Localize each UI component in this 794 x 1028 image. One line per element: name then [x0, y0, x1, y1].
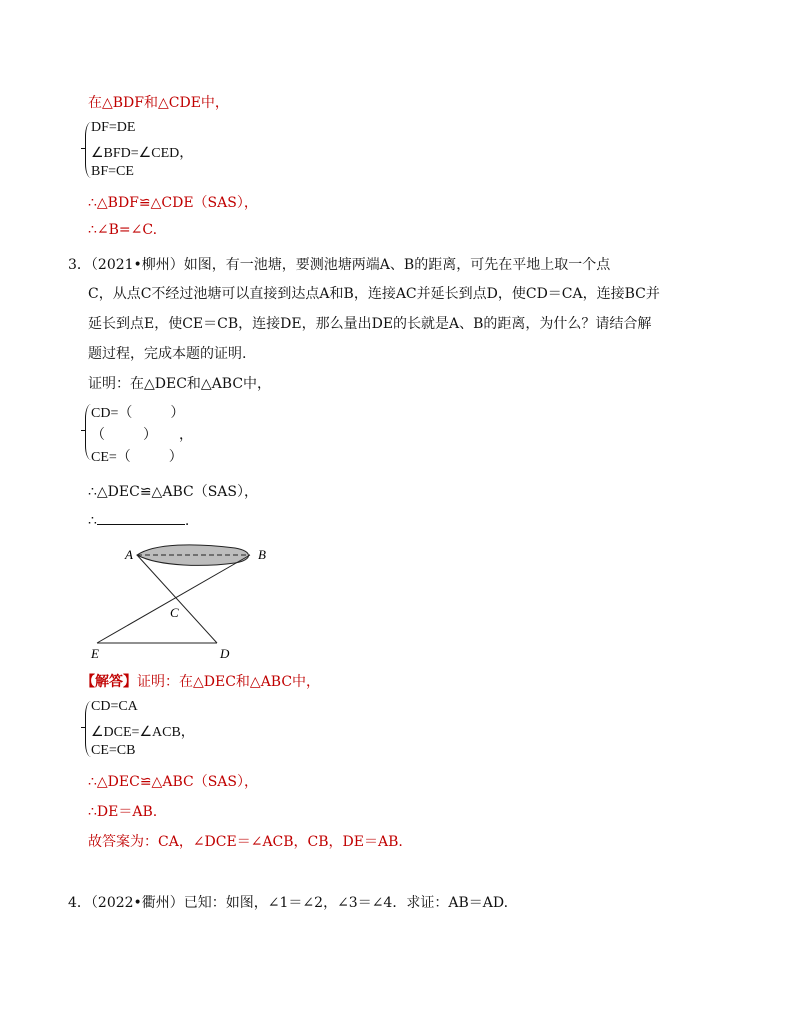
answer-conclusion-2: ∴DE＝AB.: [88, 804, 158, 820]
blank-row-label: CE=（: [91, 450, 131, 465]
problem3-proof-intro: 证明：在△DEC和△ABC中，: [88, 376, 272, 392]
system-row: ∠BFD=∠CED，: [91, 146, 194, 161]
pond-figure-svg: [85, 540, 285, 662]
problem4-line: 4．（2022•衢州）已知：如图，∠1＝∠2，∠3＝∠4．求证：AB＝AD.: [68, 895, 509, 911]
answer-intro: 证明：在△DEC和△ABC中，: [137, 674, 321, 690]
answer-final: 故答案为：CA，∠DCE＝∠ACB，CB，DE＝AB.: [88, 834, 403, 850]
problem3-line-1: 3．（2021•柳州）如图，有一池塘，要测池塘两端A、B的距离，可先在平地上取一个点: [68, 257, 611, 273]
point-label-a: A: [125, 547, 133, 562]
row-comma: ，: [179, 428, 193, 443]
problem3-line-2: C，从点C不经过池塘可以直接到达点A和B，连接AC并延长到点D，使CD＝CA，连接BC并: [88, 286, 660, 302]
problem3-line-3: 延长到点E，使CE＝CB，连接DE，那么量出DE的长就是A、B的距离，为什么？请结合解: [88, 316, 652, 332]
system-row: [91, 424, 193, 444]
system-row: BF=CE: [91, 164, 134, 179]
system-row: DF=DE: [91, 120, 136, 135]
blank-close: ）: [168, 450, 183, 465]
blank-row-label: CD=（: [91, 406, 133, 421]
point-label-b: B: [258, 547, 266, 562]
system-row: CE=CB: [91, 743, 136, 758]
problem3-line-4: 题过程，完成本题的证明.: [88, 346, 247, 362]
top-proof-conclusion-1: ∴△BDF≌△CDE（SAS），: [88, 195, 258, 211]
answer-heading: [81, 671, 320, 691]
blank-row-label: （: [91, 428, 105, 443]
answer-tag: 【解答】: [81, 674, 137, 690]
top-proof-conclusion-2: ∴∠B=∠C.: [88, 222, 158, 238]
point-label-d: D: [220, 646, 230, 661]
system-row: CD=CA: [91, 699, 138, 714]
pond-figure: [85, 540, 285, 666]
problem3-conclusion-2: [88, 510, 189, 529]
segment-be: [97, 555, 250, 643]
segment-ad: [137, 555, 217, 643]
system-row: [91, 446, 183, 466]
system-row: ∠DCE=∠ACB，: [91, 725, 195, 740]
top-proof-intro: 在△BDF和△CDE中，: [88, 95, 229, 111]
answer-underline-blank[interactable]: [97, 510, 185, 525]
conclusion-suffix: .: [184, 513, 190, 529]
point-label-e: E: [91, 646, 99, 661]
blank-close: ）: [143, 428, 157, 443]
blank-close: ）: [170, 406, 185, 421]
conclusion-prefix: ∴: [88, 513, 97, 529]
problem3-conclusion-1: ∴△DEC≌△ABC（SAS），: [88, 484, 258, 500]
point-label-c: C: [170, 605, 179, 620]
answer-conclusion-1: ∴△DEC≌△ABC（SAS），: [88, 774, 258, 790]
system-row: [91, 402, 184, 422]
